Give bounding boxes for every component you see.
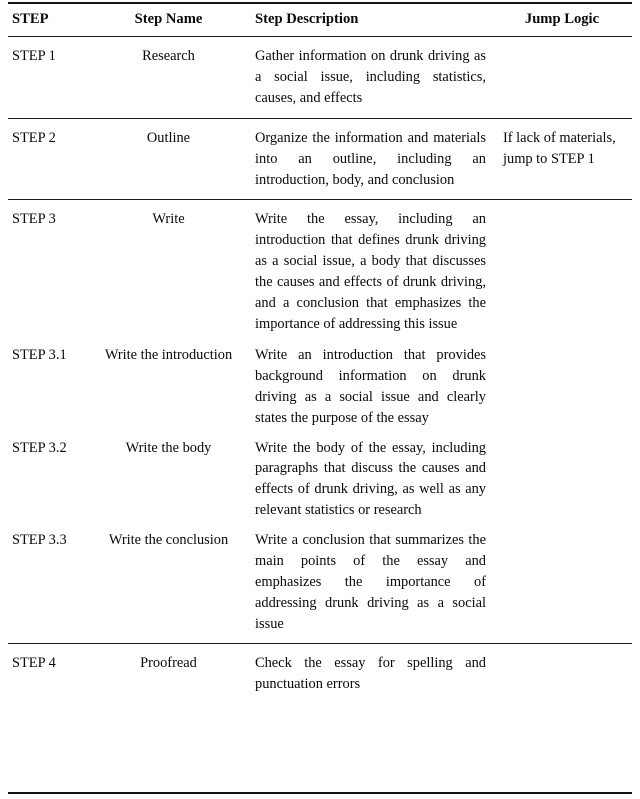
- table-top-rule: [8, 2, 632, 4]
- table-row: [8, 344, 632, 437]
- cell-jump-logic: [492, 37, 632, 119]
- cell-step-description: Write a conclusion that summarizes the main points of the essay and emphasizes the importance of addressing drunk driving as a social issue: [255, 532, 486, 632]
- table-row: [8, 200, 632, 344]
- column-header-step-description: Step Description: [255, 11, 359, 27]
- column-header-step: STEP: [12, 11, 49, 27]
- table-row: [8, 118, 632, 200]
- cell-step-description: Write the essay, including an introduction that defines drunk driving as a social issue, a body that discusses the causes and effects of drunk driving, and a conclusion that emphasizes the importance of addressing this issue: [252, 200, 492, 344]
- cell-step-name: Outline: [85, 118, 252, 200]
- cell-jump-logic: [492, 643, 632, 703]
- step-table: [8, 0, 632, 704]
- cell-step-description: Gather information on drunk driving as a social issue, including statistics, causes, and effects: [252, 37, 492, 119]
- cell-step: STEP 3.1: [12, 346, 67, 363]
- table-row: [8, 529, 632, 643]
- cell-jump-logic: [492, 344, 632, 437]
- cell-step-description: Check the essay for spelling and punctuation errors: [252, 643, 492, 703]
- cell-step-name: Research: [85, 37, 252, 119]
- cell-step-name: Write the conclusion: [108, 532, 229, 549]
- table-body: [8, 37, 632, 704]
- column-header-step-name: Step Name: [134, 11, 203, 27]
- cell-jump-logic: If lack of materials, jump to STEP 1: [492, 118, 632, 200]
- table-bottom-rule: [8, 792, 632, 794]
- table-row: [8, 37, 632, 119]
- cell-jump-logic: [492, 200, 632, 344]
- cell-step-description: Write an introduction that provides background information on drunk driving as a social issue and clearly states the purpose of the essay: [255, 346, 486, 426]
- table-row: [8, 437, 632, 530]
- cell-step-name: Write the introduction: [104, 346, 233, 363]
- cell-step-name: Write the body: [125, 439, 212, 456]
- cell-step: STEP 4: [8, 643, 85, 703]
- cell-step-name: Proofread: [85, 643, 252, 703]
- cell-jump-logic: [492, 437, 632, 530]
- cell-step: STEP 3.3: [12, 532, 67, 549]
- column-header-jump-logic: Jump Logic: [524, 11, 600, 27]
- cell-step: STEP 3.2: [12, 439, 67, 456]
- cell-step: STEP 1: [8, 37, 85, 119]
- cell-jump-logic: [492, 529, 632, 643]
- table-row: [8, 643, 632, 703]
- cell-step: STEP 2: [8, 118, 85, 200]
- cell-step-name: Write: [85, 200, 252, 344]
- cell-step: STEP 3: [8, 200, 85, 344]
- header-row: [8, 0, 632, 37]
- cell-step-description: Write the body of the essay, including paragraphs that discuss the causes and effects of drunk driving, as well as any relevant statistics or research: [255, 439, 486, 519]
- table-header: [8, 0, 632, 37]
- cell-step-description: Organize the information and materials into an outline, including an introduction, body, and conclusion: [252, 118, 492, 200]
